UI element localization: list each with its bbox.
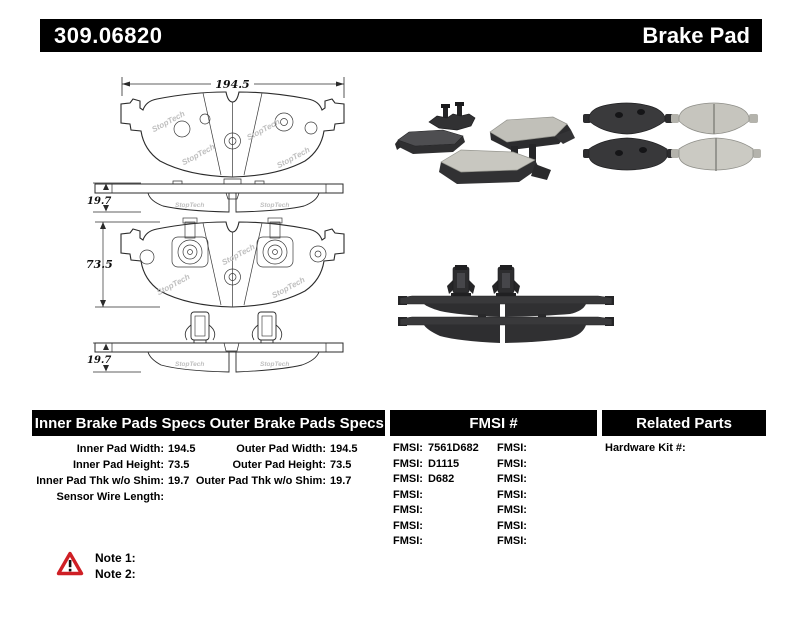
table-row: Sensor Wire Length: [56,491,164,503]
fmsi-row: FMSI: [497,488,527,501]
note-line: Note 2: [95,567,136,581]
fmsi-column-1 [393,441,493,550]
sensor-clips-drawing [185,312,282,343]
fmsi-row: FMSI: [393,488,423,501]
svg-text:StopTech: StopTech [270,275,307,301]
related-row: Hardware Kit #: [605,442,686,454]
dimension-pad-height [86,222,160,307]
dimension-width [122,77,344,98]
part-number: 309.06820 [54,22,163,48]
related-parts-table [605,441,765,457]
specs-header-bar [32,410,385,436]
pad-friction-top-photo [671,103,758,134]
hardware-clip-photo [429,102,475,130]
pad-friction-bottom-photo [671,138,761,171]
fmsi-row: FMSI: [497,535,527,547]
svg-text:StopTech: StopTech [260,202,290,209]
svg-text:StopTech: StopTech [180,142,217,168]
svg-text:StopTech: StopTech [220,242,257,268]
inner-pad-front-view [86,218,344,307]
warning-icon [56,551,84,577]
sensor-clip-photo [492,265,520,296]
table-row: Inner Pad Thk w/o Shim: 19.7 [36,475,190,487]
outer-specs-table [194,441,374,489]
fmsi-row: FMSI: [497,457,527,470]
fmsi-row: FMSI: D1115 [393,457,460,470]
fmsi-row: FMSI: [393,504,423,516]
pad-back-bottom-photo [583,138,676,170]
inner-pad-edge-view [87,343,343,372]
fmsi-row: FMSI: [497,442,527,454]
table-row: Outer Pad Thk w/o Shim: 19.7 [195,475,352,487]
dim-inner-thickness: 19.7 [87,355,112,366]
fmsi-row: FMSI: 7561D682 [393,442,479,454]
fmsi-row: FMSI: [497,473,527,485]
fmsi-header-bar [390,410,597,436]
dim-outer-thickness: 19.7 [87,196,112,207]
fmsi-row: FMSI: [393,535,423,547]
fmsi-row: FMSI: D682 [393,473,455,485]
svg-text:StopTech: StopTech [260,361,290,368]
svg-text:StopTech: StopTech [175,361,205,368]
sensor-clip-photo [447,265,475,296]
table-row: Outer Pad Height: 73.5 [232,459,352,471]
fmsi-title: FMSI # [469,414,518,432]
product-name: Brake Pad [642,22,750,48]
fmsi-row: FMSI: [497,519,527,532]
svg-text:StopTech: StopTech [175,202,205,209]
inner-specs-table [32,441,212,505]
stoptech-watermarks [150,109,311,170]
table-row: Inner Pad Width: 194.5 [76,443,196,455]
fmsi-row: FMSI: [497,504,527,516]
pad-edge-top-photo [398,296,614,317]
svg-text:StopTech: StopTech [150,109,187,135]
outer-specs-title: Outer Brake Pads Specs [209,414,384,432]
photo-pad-set-angled [395,100,575,192]
note-line: Note 1: [95,551,136,565]
outer-pad-edge-view [87,179,343,212]
notes-block [95,550,136,582]
inner-specs-title: Inner Brake Pads Specs [34,414,206,432]
technical-drawing [85,62,385,400]
fmsi-row: FMSI: [393,519,423,532]
related-parts-title: Related Parts [636,414,732,432]
svg-text:StopTech: StopTech [245,117,282,143]
fmsi-column-2 [497,441,597,550]
table-row: Outer Pad Width: 194.5 [236,443,358,455]
photo-pads-flat [583,93,763,181]
table-row: Inner Pad Height: 73.5 [72,459,190,471]
dim-pad-width: 194.5 [215,78,250,91]
dim-pad-height: 73.5 [86,258,113,271]
page-header-bar [40,19,762,52]
flat-pad-photo [395,130,465,154]
pad-edge-bottom-photo [398,314,614,343]
svg-text:StopTech: StopTech [155,272,192,298]
svg-text:StopTech: StopTech [275,145,312,171]
pad-back-top-photo [583,103,674,134]
outer-pad-front-view [121,92,344,177]
related-parts-header-bar [602,410,766,436]
photo-pads-edge [398,262,615,346]
